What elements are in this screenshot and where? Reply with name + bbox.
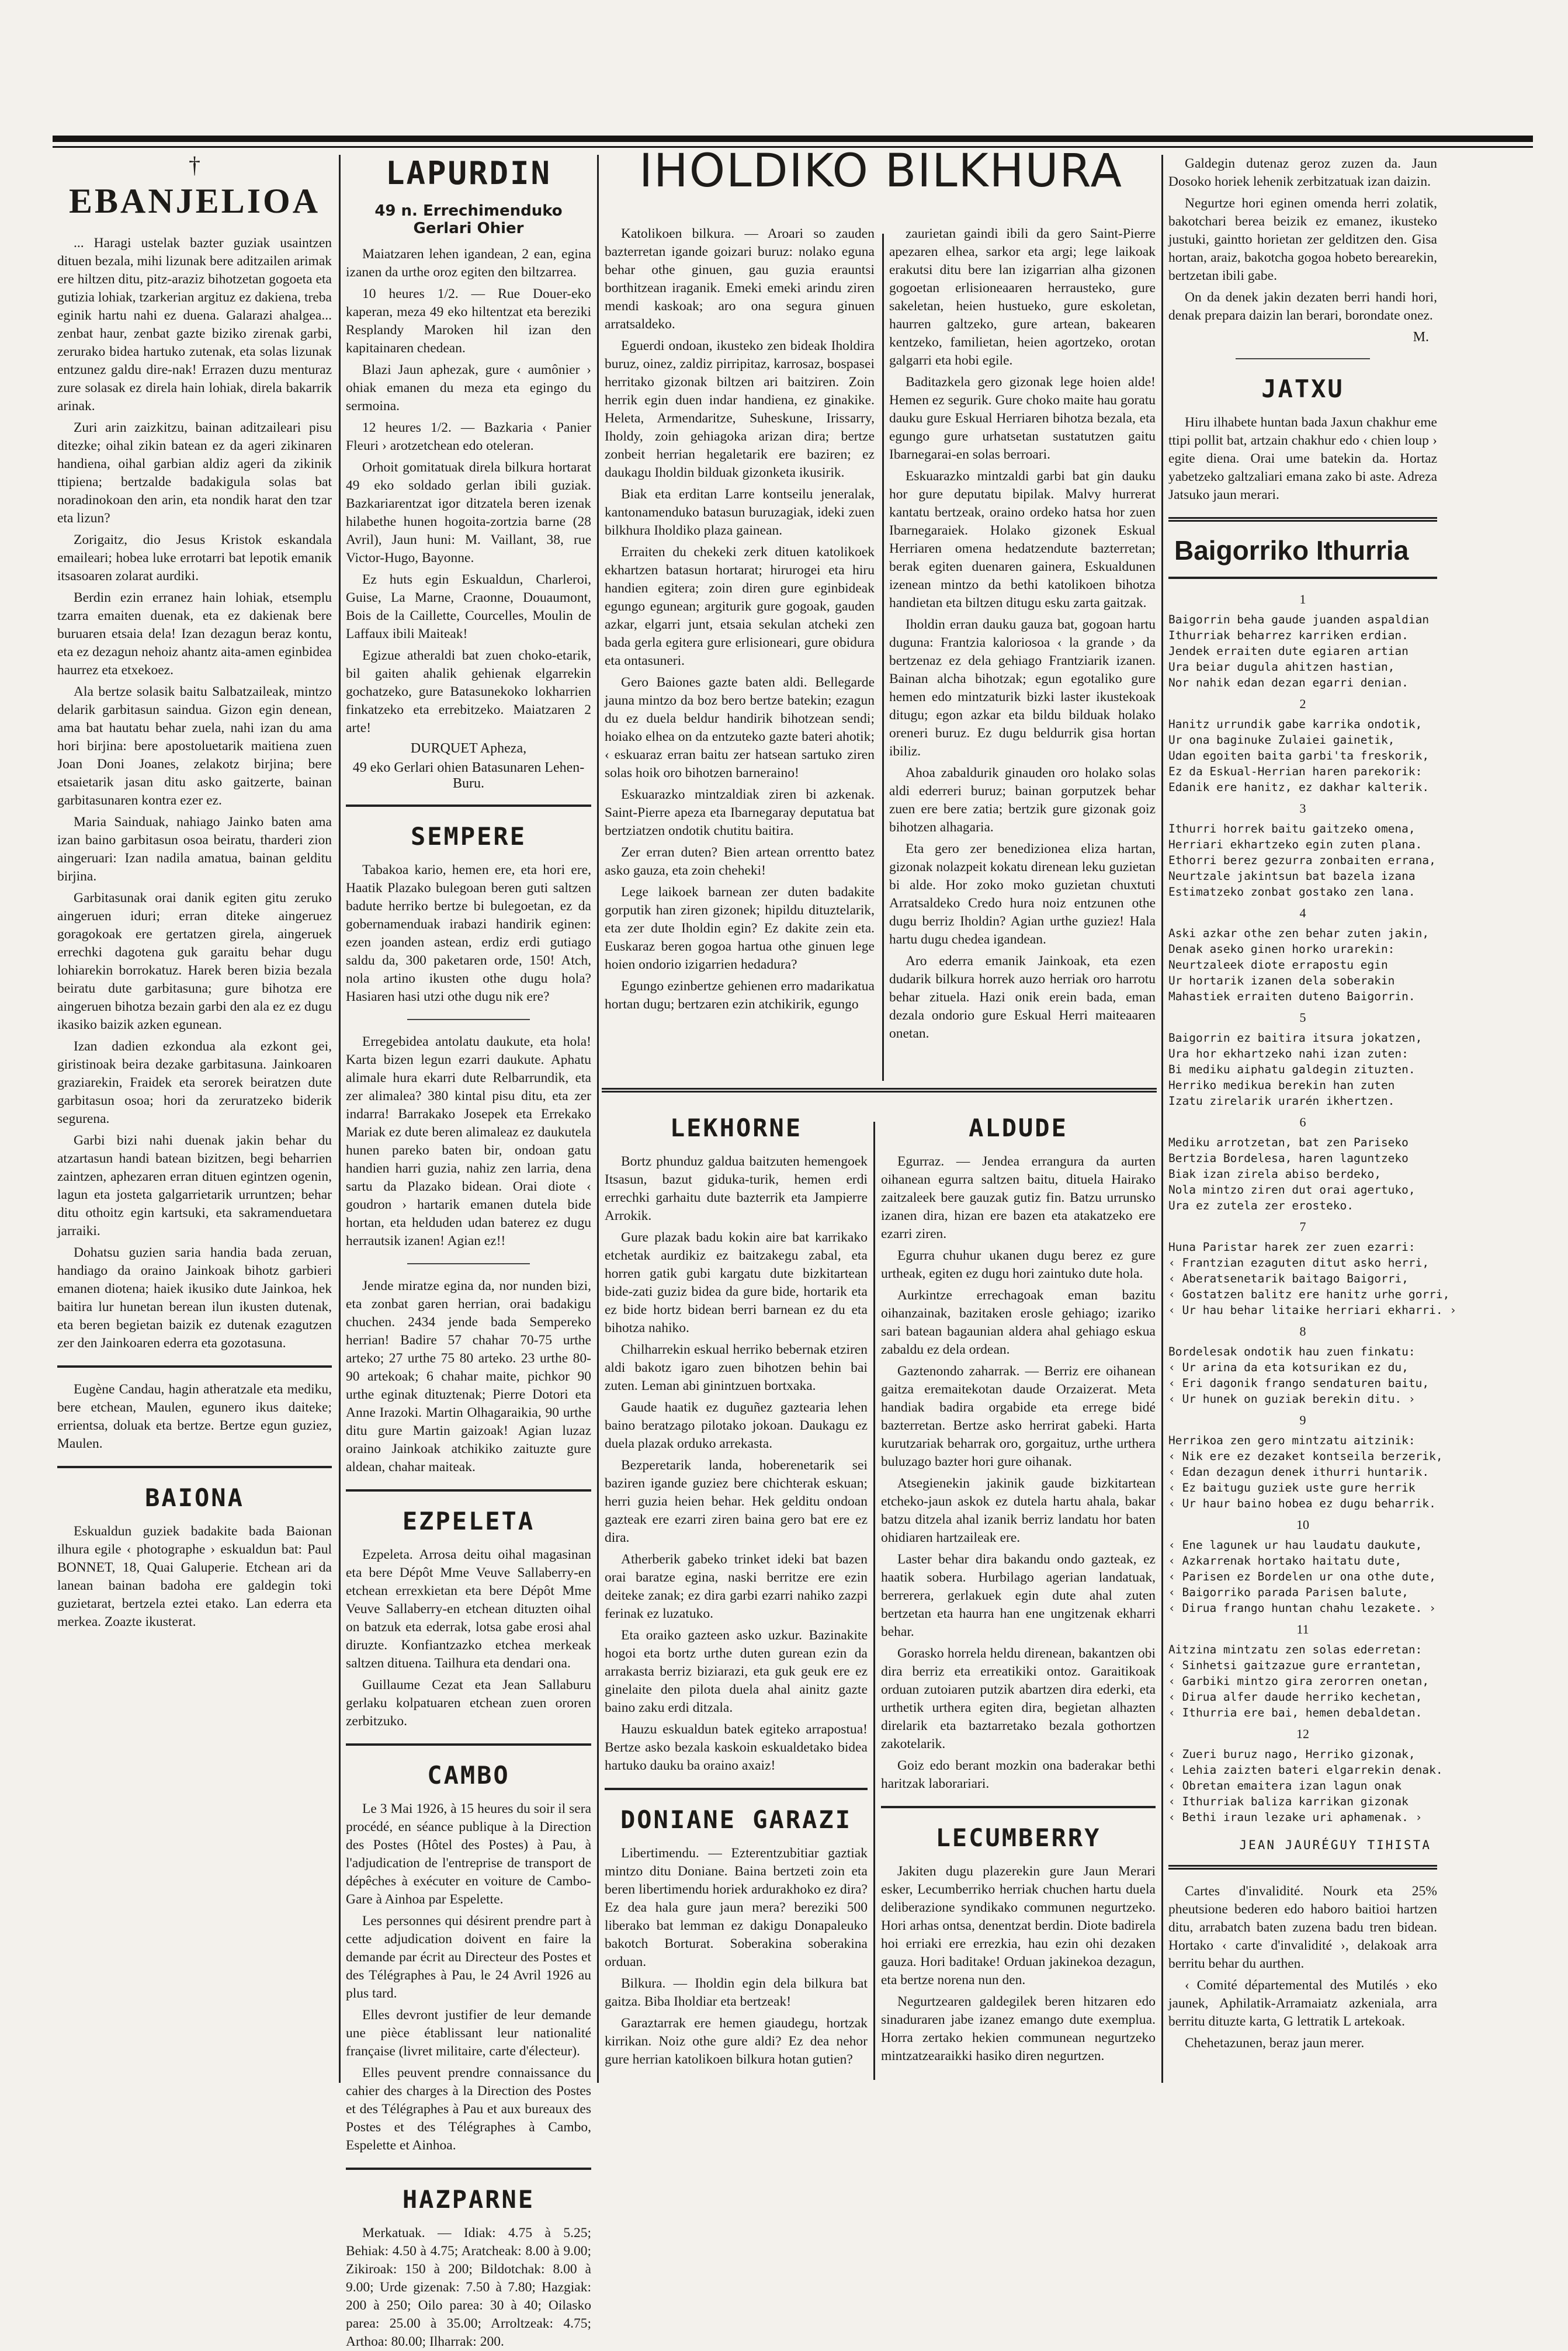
paragraph: Elles devront justifier de leur demande une pièce établissant leur nationalité française (livret militaire, carte d'électeur). [346, 2007, 591, 2059]
paragraph: Zorigaitz, dio Jesus Kristok eskandala emaileari; hobea luke errotarri bat lepotik emanik itsasoaren zolarat aurdiki. [57, 532, 332, 584]
stanza-number: 2 [1299, 696, 1306, 711]
paragraph: Eta gero zer benedizionea eliza hartan, gizonak nolazpeit kokatu direnean leku guzietan bi alde. Hor zoko moko guzietan chuxtuti Arratsaldeko Credo hura noiz entzunen othe dugu berriz Iholdin? Agian urthe guziez! Hala hartu dugu chedea igandean. [889, 841, 1156, 947]
subheading: 49 n. Errechimenduko Gerlari Ohier [374, 202, 563, 237]
paragraph: Negurtze hori eginen omenda herri zolatik, bakotchari berea beizik ez emanez, ikusteko justuki, gaintto horietan zer gelditzen den. Gisa hortan, araiz, bakotcha gogoa hobeto berearekin, bertzetan ibili gabe. [1168, 196, 1437, 283]
column-iholdi-right [889, 225, 1156, 1084]
signature: 49 eko Gerlari ohien Batasunaren Lehen-Buru. [352, 760, 585, 791]
signature: M. [1413, 330, 1429, 345]
verse-line: Izatu zirelarik urarén ikhertzen. [1168, 1094, 1395, 1108]
verse-line: ‹ Gostatzen balitz ere hanitz urhe gorri, [1168, 1288, 1450, 1301]
paragraph: Eskualdun guziek badakite bada Baionan ilhura egile ‹ photographe › eskualdun bat: Paul BONNET, 18, Quai Galuperie. Etchean ari da lanean bainan badoha ere galdegin toki guzietarat, bertzela eztei etako. Lan ederra eta merkea. Zoazte ikusterat. [57, 1524, 332, 1629]
verse-line: Herrikoa zen gero mintzatu aitzinik: [1168, 1434, 1416, 1447]
verse-line: Aitzina mintzatu zen solas ederretan: [1168, 1643, 1423, 1656]
paragraph: Eskuarazko mintzaldiak ziren bi azkenak. Saint-Pierre apeza eta Ibarnegaray deputatua bat bertziatzen ondotik chutitu baitira. [605, 787, 875, 838]
section-title-lekhorne: LEKHORNE [669, 1114, 803, 1142]
verse-line: ‹ Ur arina da eta kotsurikan ez du, [1168, 1361, 1409, 1374]
divider [1168, 577, 1437, 579]
paragraph: Gero Baiones gazte baten aldi. Bellegarde jauna mintzo da boz bero bertze batekin; ezagun du ez duela beldur handirik bihotzean sendi; hoiako elhea on da entzuteko gazte bateri ahotik; ‹ eskuaraz erran baitu zer hatsean sartuko ziren solas hoik oro bihotzen barneraino! [605, 675, 875, 781]
verse-line: ‹ Lehia zaizten bateri elgarrekin denak. [1168, 1763, 1443, 1777]
verse-line: Huna Paristar harek zer zuen ezarri: [1168, 1240, 1416, 1254]
paragraph: Garbitasunak orai danik egiten gitu zeruko aingeruen iduri; erran diteke aingeruez goragokoak ere gertatzen girela, aingeruek errechki dagotena guk garaitu behar dugu lohiarekin borrokatuz. Harek beren bizia bezala beiratu dute garbitasuna; gure bihotza ere aingeruen bihotza bezain garbi den ala ez ez dugu ikasiko baizik azken egunean. [57, 890, 332, 1032]
verse-line: Bi mediku aiphatu galdegin zituzten. [1168, 1063, 1416, 1076]
divider [1236, 358, 1370, 359]
verse-line: Ithurri horrek baitu gaitzeko omena, [1168, 822, 1416, 835]
section-title-jatxu: JATXU [1261, 375, 1344, 403]
verse-line: ‹ Frantzian ezaguten ditut asko herri, [1168, 1256, 1430, 1270]
paragraph: Ezpeleta. Arrosa deitu oihal magasinan eta bere Dépôt Mme Veuve Sallaberry-en etchean errexkietan eta bere Dépôt Mme Veuve Sallaberry-en etchean dituzten oihal on batzuk eta ederrak, lotsa gabe erosi ahal diruzte. Konfiantzazko etchea merkeak saltzen dituena. Tailhura eta dendari ona. [346, 1547, 591, 1671]
verse-line: Ur ona baginuke Zulaiei gainetik, [1168, 733, 1395, 747]
masthead-title: IHOLDIKO BILKHURA [639, 145, 1123, 197]
verse-line: Ura hor ekhartzeko nahi izan zuten: [1168, 1047, 1409, 1060]
verse-line: ‹ Eri dagonik frango sendaturen baitu, [1168, 1376, 1430, 1390]
paragraph: Goiz edo berant mozkin ona baderakar bethi haritzak laborariari. [881, 1758, 1156, 1791]
verse-line: ‹ Ez baitugu guziek uste gure herrik [1168, 1481, 1416, 1494]
verse-line: Bertzia Bordelesa, haren laguntzeko [1168, 1152, 1409, 1165]
section-title-doniane-garazi: DONIANE GARAZI [620, 1805, 852, 1834]
paragraph: Garaztarrak ere hemen giaudegu, hortzak kirrikan. Noiz othe gure aldi? Ez dea nehor gure herrian katolikoen bilkura hotan gutien? [605, 2016, 868, 2067]
paragraph: 10 heures 1/2. — Rue Douer-eko kaperan, meza 49 eko hiltentzat eta bereziki Resplandy Maroken hil izan den kapitainaren chedean. [346, 286, 591, 356]
divider [346, 1489, 591, 1492]
column-ebanjelioa [57, 152, 332, 2258]
section-title-lapurdin: LAPURDIN [385, 155, 552, 192]
paragraph: Zer erran duten? Bien artean orrentto batez asko gauza, eta zoin cheheki! [605, 845, 875, 878]
divider [57, 1466, 332, 1468]
verse-line: Baigorrin beha gaude juanden aspaldian [1168, 613, 1430, 626]
paragraph: On da denek jakin dezaten berri handi hori, denak prepara daizin lan berari, borondate onez. [1168, 290, 1437, 323]
poem-title: Baigorriko Ithurria [1174, 535, 1409, 566]
verse-line: ‹ Baigorriko parada Parisen balute, [1168, 1586, 1409, 1599]
verse-line: Neurtzale jakintsun bat bazela izana [1168, 869, 1416, 883]
paragraph: Blazi Jaun aphezak, gure ‹ aumônier › ohiak emanen du meza eta egingo du sermoina. [346, 362, 591, 414]
paragraph: Egurraz. — Jendea errangura da aurten oihanean egurra saltzen baitu, dituela Hairako zaitzaleek bere gauzak gutiz fin. Batzu urrunsko izanen dira, hizan ere bazen eta atakatzeko ere ezarri ziren. [881, 1154, 1156, 1242]
verse-line: Ethorri berez gezurra zonbaiten errana, [1168, 854, 1436, 867]
paragraph: Bortz phunduz galdua baitzuten hemengoek Itsasun, bazut giduka-turik, hemen erdi errechki garhaitu dute bazterrik eta Jampierre Arrokik. [605, 1154, 868, 1223]
paragraph: Atherberik gabeko trinket ideki bat bazen orai baratze egina, naski berritze ere ezin deiteke zanak; ez dira garbi ezarri nahiko zazpi ferinak ez luzatuko. [605, 1552, 868, 1621]
verse-line: ‹ Obretan emaitera izan lagun onak [1168, 1779, 1402, 1792]
paragraph: Chilharrekin eskual herriko bebernak etziren aldi bakotz igaro zuen bihotzen behin bai zuten. Leman abi ginintzuen bortxaka. [605, 1342, 868, 1393]
paragraph: Dohatsu guzien saria handia bada zeruan, handiago da oraino Jainkoak bihotz garbieri emanen diotena; haiek ikusiko dute Jainkoa, hek baitira lur hunetan berean ilun ikusten dutenak, eta beren begietan baizik ez dutenak ezagutzen zer den Jainkoaren ederra eta gozotasuna. [57, 1245, 332, 1351]
verse-line: ‹ Parisen ez Bordelen ur ona othe dute, [1168, 1570, 1436, 1583]
paragraph: Ahoa zabaldurik ginauden oro holako solas aldi ederreri buruz; bainan gorputzek behar zuen ere bere zatia; bertzik gure gizonak goiz bihotzen alhagaria. [889, 765, 1156, 835]
verse-line: ‹ Zueri buruz nago, Herriko gizonak, [1168, 1747, 1416, 1761]
paragraph: Maiatzaren lehen igandean, 2 ean, egina izanen da urthe oroz egiten den biltzarrea. [346, 247, 591, 280]
paragraph: Eguerdi ondoan, ikusteko zen bideak Iholdira buruz, oinez, zaldiz pirripitaz, karrosaz, bospasei herritako gizonak biltzen ari baitziren. Zoin herrik egin duen indar handiena, ez ginakike. Heleta, Armendaritze, Suheskune, Irissarry, Iholdy, zoin gehiagoka arizan dira; bertze zonbeit herrian hegaletarik ere baziren; ez daukagu Iholdin bilduak gizonketa ikusirik. [605, 338, 875, 480]
stanza-number: 10 [1296, 1517, 1309, 1532]
verse-line: ‹ Ur hau behar litaike herriari ekharri. › [1168, 1303, 1457, 1317]
paragraph: Gaude haatik ez duguñez gaztearia lehen baino beratzago pilotako jokoan. Daukagu ez duela plazak orduko arrekasta. [605, 1400, 868, 1451]
stanza-number: 9 [1299, 1413, 1306, 1427]
paragraph: Aurkintze errechagoak eman bazitu oihanzainak, bazitaken erosle gehiago; izariko sari batean bagaunian aldera ahal gehiago eskua zabaldu ez dela ordean. [881, 1288, 1156, 1357]
cross-icon: † [189, 152, 200, 178]
paragraph: Chehetazunen, beraz jaun merer. [1185, 2036, 1365, 2051]
paragraph: zaurietan gaindi ibili da gero Saint-Pierre apezaren elhea, sarkor eta argi; lege laikoak erakutsi ditu bere lan izigarrian alha gizonen gogoetan erlisioneaaren herrausteko, gure sakeletan, heien hustueko, gure eskoletan, haurren galtzeko, gure artean, bakearen kentzeko, familietan, heien agortzeko, orotan galgarri eta hobi egile. [889, 226, 1156, 368]
section-title-aldude: ALDUDE [969, 1114, 1068, 1142]
verse-line: Mediku arrotzetan, bat zen Pariseko [1168, 1136, 1409, 1149]
paragraph: Ez huts egin Eskualdun, Charleroi, Guise, La Marne, Craonne, Douaumont, Bois de la Caillette, Courcelles, Moulin de Laffaux ibili Maiteak! [346, 572, 591, 642]
paragraph: Erregebidea antolatu daukute, eta hola! Karta bizen legun ezarri daukute. Aphatu alimale hura ekarri dute Relbarrundik, eta zer alimalea? 380 kintal pisu ditu, eta zer indarra! Barrakako Josepek eta Errekako Mariak ez dute beren alimaleaz ez daukutela hunen pareko baten bir, ondoan gatu handien harri guzia, nahiz zen larria, dena sartu da Plazako bidean. Orai diote ‹ goudron › hartarik emanen dutela bide hortan, eta helduden udan baterez ez dugu herrautsik izanen! Agian ez!! [346, 1034, 591, 1249]
paragraph: Galdegin dutenaz geroz zuzen da. Jaun Dosoko horiek lehenik zerbitzatuak izan daizin. [1168, 156, 1437, 189]
paragraph: Gorasko horrela heldu direnean, bakantzen obi dira berriz eta erreatikiki ontoz. Garaitikoak orduan zutoiaren putzik abartzen dira ederki, eta urthetik urthera egiten dira, begietan alhazten direlarik eta baztarretako bezala gothortzen zakotelarik. [881, 1646, 1156, 1752]
paragraph: Le 3 Mai 1926, à 15 heures du soir il sera procédé, en séance publique à la Direction des Postes (Hôtel des Postes) à Pau, à l'adjudication de l'entreprise de transport de dépêches à exécuter en voiture de Cambo-Gare à Ainhoa par Espelette. [346, 1801, 591, 1907]
paragraph: Atsegienekin jakinik gaude bizkitartean etcheko-jaun askok ez dutela hartu ahala, bakar batzu ditzela ahal izanik berriz landatu hor baten ohidiaren hartzaileak ere. [881, 1476, 1156, 1545]
divider [346, 2168, 591, 2170]
column-divider-2 [597, 155, 599, 2083]
column-aldude [881, 1098, 1156, 2092]
paragraph: Merkatuak. — Idiak: 4.75 à 5.25; Behiak: 4.50 à 4.75; Aratcheak: 8.00 à 9.00; Zikiroak: 150 à 200; Bildotchak: 8.00 à 9.00; Urde gizenak: 7.50 à 7.80; Hazgiak: 200 à 250; Oilo parea: 30 à 40; Oilasko parea: 25.00 à 35.00; Arroltzeak: 4.75; Arthoa: 80.00; Ilharrak: 200. [346, 2225, 591, 2349]
stanza-number: 7 [1299, 1219, 1306, 1234]
column-right [1168, 155, 1457, 2258]
paragraph: Lege laikoek barnean zer duten badakite gorputik han ziren gizonek; hipildu dituztelarik, eta zer dute Iholdin egin? Ez dakite zein eta. Euskaraz beren gogoa hartua othe ginuen lege hoien ondorio izigarrien hedadura? [605, 885, 875, 972]
paragraph: Hauzu eskualdun batek egiteko arrapostua! Bertze asko bezala kaskoin eskualdetako bidea hartuko dauku ba oraino axaiz! [605, 1722, 868, 1773]
section-title-ezpeleta: EZPELETA [402, 1507, 535, 1535]
verse-line: Nor nahik edan dezan egarri denian. [1168, 676, 1409, 689]
divider [1168, 1865, 1437, 1870]
section-title-lecumberry: LECUMBERRY [935, 1823, 1101, 1852]
verse-line: ‹ Azkarrenak hortako haitatu dute, [1168, 1554, 1402, 1568]
verse-line: Aski azkar othe zen behar zuten jakin, [1168, 927, 1430, 940]
paragraph: Jende miratze egina da, nor nunden bizi, eta zonbat garen herrian, orai badakigu chuchen. 2434 jende bada Sempereko herrian! Badire 57 chahar 70-75 urthe arteko; 27 urthe 75 80 arteko. 23 urthe 80-90 artekoak; 6 chahar maite, pichkor 90 urthe eginak dituztenak; Pierre Dotori eta Anne Irazoki. Martin Olhagaraikia, 90 urthe ditu gure Martin gaizoak! Agian luzaz oraino Jainkoak atchikiko zaituzte gure aldean, chahar maiteak. [346, 1278, 591, 1475]
verse-line: Edanik ere hanitz, ez dakhar kalterik. [1168, 781, 1430, 794]
stanza-number: 6 [1299, 1115, 1306, 1129]
divider [57, 1365, 332, 1368]
poem-body [1168, 592, 1457, 1825]
verse-line: Neurtzaleek diote errapostu egin [1168, 958, 1388, 972]
paragraph: Gaztenondo zaharrak. — Berriz ere oihanean gaitza eremaitekotan daude Orzaizerat. Meta handiak badira orgabide eta errege bidé bazterretan. Bertze asko herrirat gabeki. Harta kurutzariak beharrak oro, gorgaituz, urthe urthera buluzago bazter hori gure oihanak. [881, 1364, 1156, 1469]
verse-line: Denak aseko ginen horko urarekin: [1168, 942, 1395, 956]
verse-line: Baigorrin ez baitira itsura jokatzen, [1168, 1031, 1423, 1045]
paragraph: Egizue atheraldi bat zuen choko-etarik, bil gaiten ahalik gehienak elgarrekin gochatzeko, gure Batasunekoko lokharrien finkatzeko eta errebitzeko. Maiatzaren 2 arte! [346, 648, 591, 736]
verse-line: ‹ Bethi iraun lezake uri aphamenak. › [1168, 1811, 1423, 1824]
paragraph: Cartes d'invalidité. Nourk eta 25% pheutsione bederen edo haboro baitioi hartzen ditu, arrabatch baten zuzena badu tren bidean. Hortako ‹ carte d'invalidité ›, delakoak arra berritu behar du aurthen. [1168, 1884, 1437, 1971]
section-title-ebanjelioa: EBANJELIOA [68, 182, 321, 220]
stanza-number: 5 [1299, 1010, 1306, 1025]
notice-candau: Eugène Candau, hagin atheratzale eta mediku, bere etchean, Maulen, egunero ikus daiteke; errientsa, doluak eta bertze. Bertze egun guziez, Maulen. [57, 1382, 332, 1451]
column-divider-3a [882, 234, 884, 1081]
verse-line: ‹ Aberatsenetarik baitago Baigorri, [1168, 1272, 1409, 1285]
verse-line: Ithurriak beharrez karriken erdian. [1168, 629, 1409, 642]
column-iholdi-left [605, 225, 875, 1084]
verse-line: Ura ez zutela zer erosteko. [1168, 1199, 1354, 1212]
paragraph: Garbi bizi nahi duenak jakin behar du atzartasun handi batean bizitzen, begi beharrien zaintzen, aphezaren erran dituen egintzen ogenin, lagun eta josteta galgarrietarik urruntzen; behar ditu othoitz egin kartsuki, eta sakramenduetara jarraiki. [57, 1133, 332, 1239]
verse-line: Herriko medikua berekin han zuten [1168, 1079, 1395, 1092]
verse-line: Jendek erraiten dute egiaren artian [1168, 644, 1409, 658]
paragraph: Aro ederra emanik Jainkoak, eta ezen dudarik bilkura horrek auzo herriak oro harrotu behar zituela. Hazi onik erein bada, eman dezala ondorio gure Eskual Herri maiteaaren onetan. [889, 953, 1156, 1041]
stanza-number: 11 [1296, 1622, 1309, 1636]
paragraph: Egurra chuhur ukanen dugu berez ez gure urtheak, egiten ez dugu hori zaintuko dute hola. [881, 1248, 1156, 1281]
section-title-baiona: BAIONA [145, 1483, 244, 1512]
verse-line: Mahastiek erraiten duteno Baigorrin. [1168, 990, 1416, 1003]
paragraph: Les personnes qui désirent prendre part à cette adjudication doivent en faire la demande par écrit au Directeur des Postes et des Télégraphes à Pau, le 24 Avril 1926 au plus tard. [346, 1913, 591, 2001]
section-title-sempere: SEMPERE [410, 822, 526, 851]
paragraph: ... Haragi ustelak bazter guziak usaintzen dituen bezala, mihi lizunak bere aditzailen arimak ere hiltzen ditu, pitz-araziz bihotzetan gogoeta eta gutizia lohiak, tzarkerian argituz ez dakiena, treba eginik hartu nahi ez duena. Galarazi ahalgea... zenbat haur, zenbat gazte biziko zirenak garbi, zerurako bidea hartuko zutenak, eta solas lizunak entzunez galdu dire-nak! Errazen duzu menturaz zure solasak ez direla hain lohiak, direla bakarrik arinak. [57, 235, 332, 414]
signature: DURQUET Apheza, [410, 741, 527, 756]
divider [346, 1743, 591, 1746]
paragraph: Bezperetarik landa, hoberenetarik sei baziren igande guziez bere chichterak eskuan; herri guzia heien behar. Hek gelditu ondoan gazteak ere ezarri ziren baina gero bat ere ez dira. [605, 1458, 868, 1545]
verse-line: ‹ Ur haur baino hobea ez dugu beharrik. [1168, 1497, 1436, 1510]
paragraph: Izan dadien ezkondua ala ezkont gei, giristinoak beira dezake garbitasuna. Jainkoaren graziarekin, Fraidek eta serorek beiratzen dute garbitasun osoa; hori da zeruratzeko biderik segurena. [57, 1039, 332, 1126]
verse-line: ‹ Ene lagunek ur hau laudatu daukute, [1168, 1538, 1423, 1552]
verse-line: Ez da Eskual-Herrian haren parekorik: [1168, 765, 1423, 778]
verse-line: Hanitz urrundik gabe karrika ondotik, [1168, 717, 1423, 731]
column-divider-1 [339, 155, 341, 2083]
stanza-number: 1 [1299, 592, 1306, 606]
paragraph: Libertimendu. — Ezterentzubitiar gaztiak mintzo ditu Doniane. Baina bertzeti zoin eta beren libertimendu horiek ardurakhoko ez dira? Ez dea hala gure jaun mera? bereziki 500 liberako bat lemman ez dakigu Donapaleuko bakotch Borturat. Soberakina soberakina orduan. [605, 1846, 868, 1969]
verse-line: Bordelesak ondotik hau zuen finkatu: [1168, 1345, 1416, 1358]
verse-line: Ur hortarik izanen dela soberakin [1168, 974, 1395, 987]
paragraph: Tabakoa kario, hemen ere, eta hori ere, Haatik Plazako bulegoan beren guti saltzen badute herriko bertze bi bulegoetan, ez da gobernamenduak irabazi handirik eginen: ezen joanden astean, erdiz erdi gutiago saldu da, 300 paketaren orde, 150! Atch, nola artino ikusten othe dugu hola? Hasiaren hasi utzi othe dugu nik ere? [346, 862, 591, 1004]
verse-line: ‹ Dirua alfer daude herriko kechetan, [1168, 1690, 1423, 1704]
divider [407, 1263, 530, 1264]
verse-line: ‹ Dirua frango huntan chahu lezakete. › [1168, 1601, 1436, 1615]
divider [881, 1806, 1156, 1808]
paragraph: Laster behar dira bakandu ondo gazteak, ez haatik sobera. Hurbilago agerian landatuak, berrerera, gerlakuek egin dute ahal zuten bertzetan eta haurra han ene ungitzenak ekharri behar. [881, 1552, 1156, 1639]
paragraph: Egungo ezinbertze gehienen erro madarikatua hortan dugu; bertzaren ezin atchikirik, egungo [605, 979, 875, 1012]
stanza-number: 3 [1299, 801, 1306, 816]
verse-line: Biak izan zirela abiso berdeko, [1168, 1167, 1381, 1181]
verse-line: Herriari ekhartzeko egin zuten plana. [1168, 838, 1423, 851]
poem-signature: JEAN JAURÉGUY TIHISTA [1239, 1838, 1431, 1852]
section-title-cambo: CAMBO [427, 1761, 510, 1790]
verse-line: ‹ Edan dezagun denek ithurri huntarik. [1168, 1465, 1430, 1479]
paragraph: 12 heures 1/2. — Bazkaria ‹ Panier Fleuri › arotzetchean edo oteleran. [346, 420, 591, 453]
divider [1168, 517, 1437, 522]
verse-line: ‹ Garbiki mintzo gira zerorren onetan, [1168, 1674, 1430, 1688]
stanza-number: 8 [1299, 1324, 1306, 1339]
paragraph: Eta oraiko gazteen asko uzkur. Bazinakite hogoi eta bortz urthe duten gurean ezin da arrakasta berriz biziarazi, eta guk geuk ere ez ginelaite den pilota duela ahal ainitz gazte baino zaku erdi ditzala. [605, 1628, 868, 1715]
paragraph: Biak eta erditan Larre kontseilu jeneralak, kantonamenduko batasun buruzagiak, ideki zuen bilkhura Iholdiko plaza gainean. [605, 487, 875, 538]
verse-line: ‹ Nik ere ez dezaket kontseila berzerik, [1168, 1450, 1443, 1463]
verse-line: Ura beiar dugula ahitzen hastian, [1168, 660, 1395, 674]
paragraph: Erraiten du chekeki zerk dituen katolikoek ekhartzen batasun hortarat; hirurogei eta hiru handien egitera; zoin diren gure eginbideak egungo egunean; argiturik gure gogoak, gauden azkar, elgarri junt, etsaia sekulan atcheki zen bada gerla egitera gure erlisioneari, gure obidura eta ontasuneri. [605, 545, 875, 668]
verse-line: Estimatzeko zonbat gostako zen lana. [1168, 885, 1416, 899]
verse-line: Nola mintzo ziren dut orai agertuko, [1168, 1183, 1416, 1197]
paragraph: Jakiten dugu plazerekin gure Jaun Merari esker, Lecumberriko herriak chuchen hartu duela deliberazione syndikako communen negurtzeko. Hori arhas ontsa, denentzat berdin. Diote badirela hoi erriaki ere errezkia, hau ezin ohi dezaken gauza. Hori baditake! Orduan jakinekoa dezagun, eta bertze norena nun den. [881, 1864, 1156, 1988]
verse-line: ‹ Ithurriak baliza karrikan gizonak [1168, 1795, 1409, 1808]
paragraph: Berdin ezin erranez hain lohiak, etsemplu tzarra emaiten duenak, eta ez dakienak bere buruaren etsaia dela! Izan dezagun beraz kontu, eta ez dezagun nehoiz ahantz aita-amen eginbidea haurrez eta etxekoez. [57, 590, 332, 678]
verse-line: ‹ Ithurria ere bai, hemen debaldetan. [1168, 1706, 1423, 1719]
column-lekhorne [605, 1098, 868, 2092]
divider [407, 1019, 530, 1020]
paragraph: Guillaume Cezat eta Jean Sallaburu gerlaku kolpatuaren etchean zuen ororen zerbitzuko. [346, 1677, 591, 1729]
section-title-hazparne: HAZPARNE [402, 2185, 535, 2214]
stanza-number: 12 [1296, 1726, 1309, 1741]
column-divider-4 [1161, 155, 1163, 2083]
paragraph: Negurtzearen galdegilek beren hitzaren edo sinaduraren jabe izanez emango dute exemplua. Horra zertako hekien communean negurtzeko mintzatzearaikki hasiko diren negurtzen. [881, 1994, 1156, 2064]
paragraph: Ala bertze solasik baitu Salbatzaileak, mintzo delarik garbitasun saindua. Gizon egin denean, ama bat hautatu behar zuela, nahi izan du ama hori birjina: bere apostoluetarik maitiena zuen Joan Doni Joanes, zelakotz birjina; bere etsaietarik jasan ditu asko gaitzerte, bainan garbitasunaren kontra ezer ez. [57, 684, 332, 808]
article-end-rule [602, 1088, 1157, 1093]
top-rule-thick [53, 136, 1533, 142]
paragraph: Bilkura. — Iholdin egin dela bilkura bat gaitza. Biba Iholdiar eta bertzeak! [605, 1976, 868, 2009]
paragraph: Katolikoen bilkura. — Aroari so zauden bazterretan igande goizari buruz: nolako eguna behar othe ginuen, gau guzia erauntsi borthitzean iraganik. Emeki emeki arindu ziren mendi kaskoak; aro ona segura ginuen arratsaldeko. [605, 226, 875, 332]
column-lapurdin [346, 155, 591, 2349]
stanza-number: 4 [1299, 906, 1306, 920]
paragraph: Gure plazak badu kokin aire bat karrikako etchetak aurdikiz ez baitzakegu zabal, eta horren gatik gubi kargatu dute bizkitartean bide-zati guziz bidea da gure bide, hortarik eta ez bide hortz bidean berri barnean ez du eta bihotza nahiko. [605, 1230, 868, 1336]
column-divider-3b [873, 1122, 875, 2080]
paragraph: ‹ Comité départemental des Mutilés › eko jaunek, Aphilatik-Arramaiatz azkeniala, arra berritu dituzte karta, G lettratik L artekoak. [1168, 1978, 1437, 2029]
paragraph: Orhoit gomitatuak direla bilkura hortarat 49 eko soldado gerlan ibili guziak. Bazkariarentzat igor ditzatela beren izenak hilabethe hunen hogoita-zortzia barne (28 Avril), Jaun huni: M. Vaillant, 38, rue Victor-Hugo, Bayonne. [346, 460, 591, 566]
paragraph: Hiru ilhabete huntan bada Jaxun chakhur eme ttipi pollit bat, artzain chakhur edo ‹ chien loup › egite diena. Orai ume batekin da. Hortaz yabetzeko galtzaliari emana zako bi aste. Adreza Jatsuko jaun merari. [1168, 415, 1437, 502]
paragraph: Eskuarazko mintzaldi garbi bat gin dauku hor gure deputatu bipilak. Malvy hurrerat kantatu bertzeak, oraino ordeko hatsa hor zuen Ibarnegaraiek. Holako gizonek Eskual Herriaren omena hedatzendute bazterretan; berak egiten duenaren gainera, Eskualdunen izenean mintzo da bethi katolikoen bihotza handietan eta biltzen ditugu esku zarta gaitzak. [889, 469, 1156, 611]
divider [346, 805, 591, 807]
verse-line: ‹ Sinhetsi gaitzazue gure errantetan, [1168, 1659, 1423, 1672]
paragraph: Zuri arin zaizkitzu, bainan aditzaileari pisu ditezke; oihal zikin batean ez da ageri zikinaren handiena, oihal garbian aldiz ageri da zikinik ttipiena; bertzalde badakigula solas bat noradinokoan den arin, eta nondik harat den tzar eta lizun? [57, 420, 332, 526]
paragraph: Elles peuvent prendre connaissance du cahier des charges à la Direction des Postes et des Télégraphes à Pau et aux bureaux des Postes et des Télégraphes à Cambo, Espelette et Ainhoa. [346, 2065, 591, 2153]
verse-line: ‹ Ur hunek on guziak berekin ditu. › [1168, 1392, 1416, 1406]
verse-line: Udan egoiten baita garbi'ta freskorik, [1168, 749, 1430, 762]
paragraph: Iholdin erran dauku gauza bat, gogoan hartu duguna: Frantzia kaloriosoa ‹ la grande › da bertzenaz ez dela gehiago Frantziarik izanen. Bainan alcha bihotzak; egun egotaliko gure hemen edo mintzaturik bizki laster ikustekoak ditugu; egon azkar eta bildu bilduak holako oreneri buruz. Ez dugu beldurrik gisa hortan ibiliz. [889, 617, 1156, 759]
divider [605, 1788, 868, 1790]
paragraph: Maria Sainduak, nahiago Jainko baten ama izan baino garbitasun osoa beiratu, tharderi zion aingeruari: Izan nadila amatua, bainan gelditu birjina. [57, 814, 332, 884]
paragraph: Baditazkela gero gizonak lege hoien alde! Hemen ez segurik. Gure choko maite hau goratu dauku gure Eskual Herriaren bihotza bezala, eta egungo gure urhatsetan sustatutzen gaitu Ibarnegarai-en solas berroari. [889, 375, 1156, 462]
